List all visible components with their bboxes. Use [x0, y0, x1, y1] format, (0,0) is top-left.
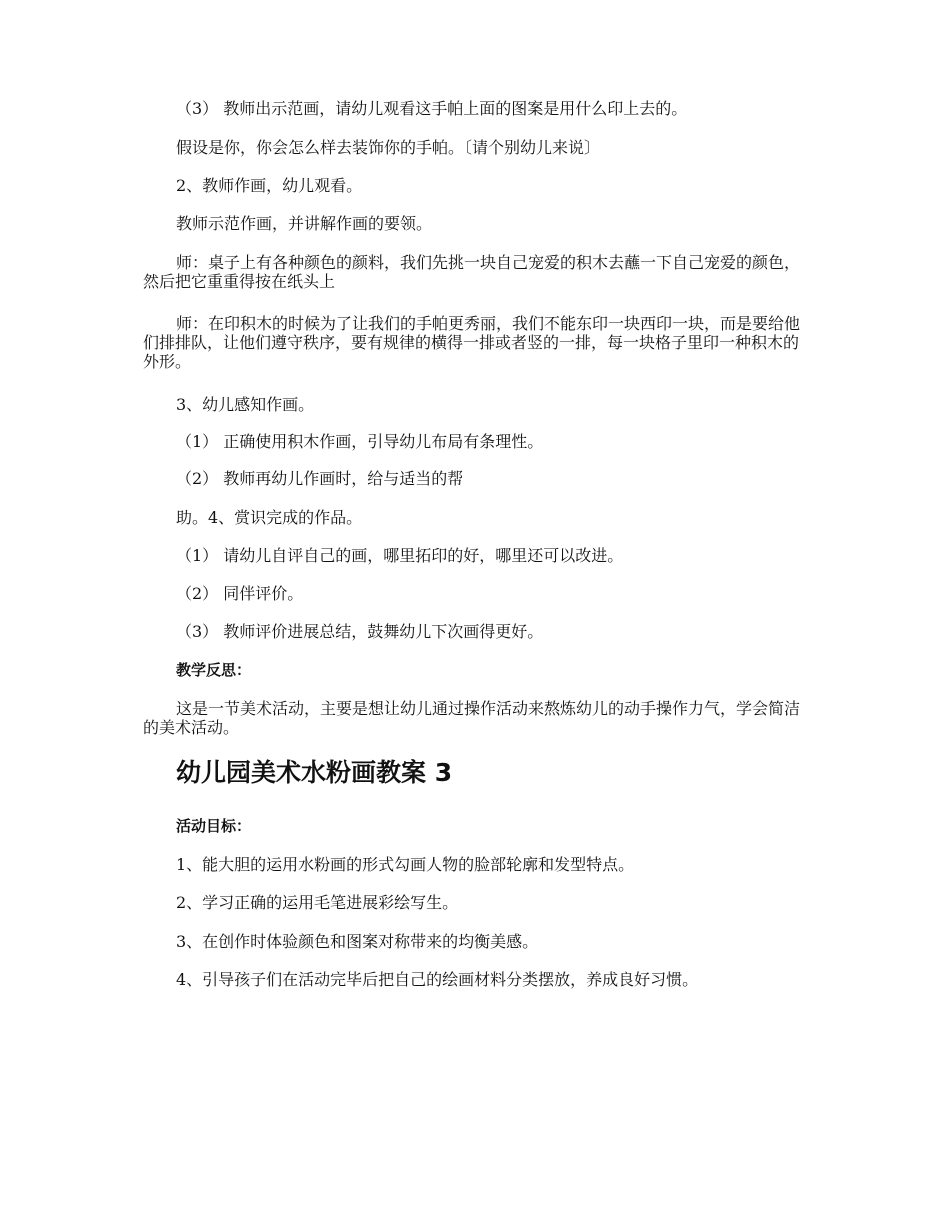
- paragraph: （3） 教师出示范画，请幼儿观看这手帕上面的图案是用什么印上去的。: [176, 99, 688, 118]
- paragraph: （3） 教师评价进展总结，鼓舞幼儿下次画得更好。: [176, 622, 544, 641]
- paragraph: （2） 教师再幼儿作画时，给与适当的帮: [176, 469, 464, 488]
- section-title: 幼儿园美术水粉画教案 3: [176, 758, 453, 787]
- paragraph: （2） 同伴评价。: [176, 584, 304, 603]
- goal-item: 3、在创作时体验颜色和图案对称带来的均衡美感。: [176, 932, 539, 951]
- goal-item: 1、能大胆的运用水粉画的形式勾画人物的脸部轮廓和发型特点。: [176, 855, 635, 874]
- paragraph: （1） 正确使用积木作画，引导幼儿布局有条理性。: [176, 432, 544, 451]
- goal-item: 4、引导孩子们在活动完毕后把自己的绘画材料分类摆放，养成良好习惯。: [176, 970, 699, 989]
- paragraph: 师：桌子上有各种颜色的颜料，我们先挑一块自己宠爱的积木去蘸一下自己宠爱的颜色，然后把它重重得按在纸头上: [143, 253, 801, 291]
- reflection-text: 这是一节美术活动，主要是想让幼儿通过操作活动来熬炼幼儿的动手操作力气，学会简洁的美术活动。: [143, 699, 801, 737]
- paragraph: 师：在印积木的时候为了让我们的手帕更秀丽，我们不能东印一块西印一块，而是要给他们排排队，让他们遵守秩序，要有规律的横得一排或者竖的一排，每一块格子里印一种积木的外形。: [143, 314, 801, 371]
- reflection-label: 教学反思：: [176, 661, 252, 679]
- paragraph: 助。4、赏识完成的作品。: [176, 508, 363, 527]
- goals-label: 活动目标：: [176, 817, 252, 835]
- paragraph: （1） 请幼儿自评自己的画，哪里拓印的好，哪里还可以改进。: [176, 546, 624, 565]
- paragraph: 假设是你，你会怎么样去装饰你的手帕。〔请个别幼儿来说〕: [176, 138, 601, 157]
- paragraph: 3、幼儿感知作画。: [176, 395, 315, 414]
- paragraph: 2、教师作画，幼儿观看。: [176, 176, 363, 195]
- goal-item: 2、学习正确的运用毛笔进展彩绘写生。: [176, 893, 459, 912]
- paragraph: 教师示范作画，并讲解作画的要领。: [176, 214, 433, 233]
